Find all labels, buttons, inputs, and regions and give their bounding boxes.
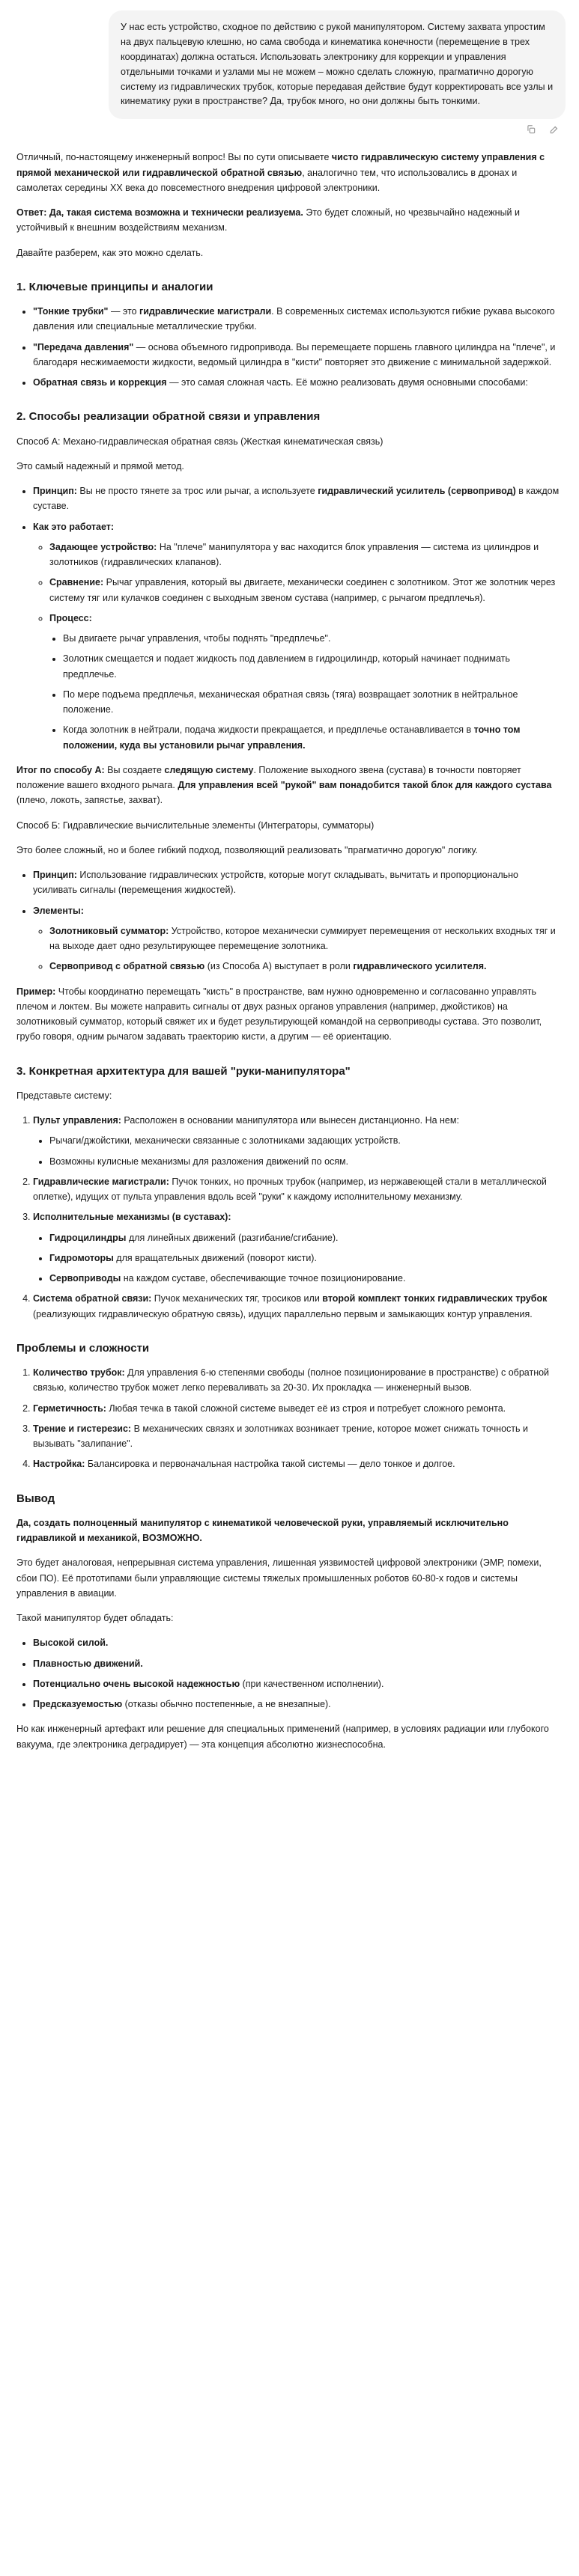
method-a-heading: Способ А: Механо-гидравлическая обратная связь (Жесткая кинематическая связь)	[16, 436, 384, 447]
method-b-elements-list	[33, 924, 561, 974]
method-b-lead: Это более сложный, но и более гибкий подход, позволяющий реализовать "прагматично дорогую" логику.	[16, 844, 478, 855]
list-item: • Плавностью движений.	[33, 1656, 561, 1671]
method-b-elements-label: Элементы:	[33, 905, 84, 916]
list-item: ◦ Сравнение: Рычаг управления, который вы двигаете, механически соединен с золотником. Этот же золотник через систему тяг или кулачков соединен с выходным звеном сустава (например, с рычагом предплечья).	[49, 575, 561, 605]
method-a-lead: Это самый надежный и прямой метод.	[16, 460, 184, 471]
list-item: 3. Трение и гистерезис: В механических связях и золотниках возникает трение, которое может снижать точность и вызывать "залипание".	[33, 1421, 561, 1452]
list-item: • Предсказуемостью (отказы обычно постепенные, а не внезапные).	[33, 1697, 561, 1712]
list-item: 2. Гидравлические магистрали: Пучок тонких, но прочных трубок (например, из нержавеющей стали в металлической оплетке), идущих от пульта управления вдоль всей "руки" к каждому исполнительному механизму.	[33, 1174, 561, 1205]
conclusion-p3: Такой манипулятор будет обладать:	[16, 1613, 174, 1624]
answer-paragraph: Ответ: Да, такая система возможна и технически реализуема. Это будет сложный, но чрезвычайно надежный и устойчивый к внешним воздействиям механизм.	[16, 207, 520, 234]
list-item: • "Передача давления" — основа объемного гидропривода. Вы перемещаете поршень главного цилиндра на "плече", и благодаря несжимаемости жидкости, ведомый цилиндра в "кисти" повторяет это движение с минимальной задержкой.	[33, 340, 561, 370]
user-message-bubble: У нас есть устройство, сходное по действию с рукой манипулятором. Систему захвата упростим на двух пальцевую клешню, но сама свобода и кинематика конечности (перемещение в трех координатах) должна остаться. Использовать электронику для коррекции и управления отдельными точками и узлами мы не можем – можно сделать сложную, прагматично дорогую систему из гидравлических трубок, которые передавая действие будут корректировать все узлы и кинематику руки в пространстве? Да, трубок много, но они должны быть тонкими.	[109, 10, 566, 119]
list-item: ◦ Золотниковый сумматор: Устройство, которое механически суммирует перемещения от нескольких входных тяг и на выходе дает одно результирующее перемещение золотника.	[49, 924, 561, 954]
list-item: 4. Настройка: Балансировка и первоначальная настройка такой системы — дело тонкое и долгое.	[33, 1456, 561, 1471]
lets-break-paragraph: Давайте разберем, как это можно сделать.	[16, 247, 204, 258]
list-item: • Золотник смещается и подает жидкость под давлением в гидроцилиндр, который начинает поднимать предплечье.	[63, 651, 561, 682]
list-item: • Вы двигаете рычаг управления, чтобы поднять "предплечье".	[63, 631, 561, 646]
list-item: 1. Количество трубок: Для управления 6-ю степенями свободы (полное позиционирование в пространстве) с обратной связью, количество трубок может легко переваливать за 20-30. Их прокладка — инженерный вызов.	[33, 1365, 561, 1396]
section-1-list	[16, 304, 561, 390]
assistant-message	[13, 150, 566, 1752]
edit-icon[interactable]	[548, 123, 560, 135]
list-item: • Принцип: Вы не просто тянете за трос или рычаг, а используете гидравлический усилитель (сервопривод) в каждом суставе.	[33, 483, 561, 514]
list-item: • Рычаги/джойстики, механически связанные с золотниками задающих устройств.	[49, 1133, 561, 1148]
sub-list	[33, 1133, 561, 1169]
section-3-lead: Представьте систему:	[16, 1090, 112, 1101]
conclusion-lead: Да, создать полноценный манипулятор с кинематикой человеческой руки, управляемый исключительно гидравликой и механикой, ВОЗМОЖНО.	[16, 1517, 509, 1544]
list-item: • Возможны кулисные механизмы для разложения движений по осям.	[49, 1154, 561, 1169]
section-2-title: 2. Способы реализации обратной связи и управления	[16, 410, 321, 424]
conclusion-p2: Это будет аналоговая, непрерывная система управления, лишенная уязвимостей цифровой электроники (ЭМР, помехи, сбои ПО). Её прототипами были управляющие системы тяжелых промышленных роботов 60-80-х годов и системы управления в авиации.	[16, 1557, 542, 1599]
list-item: • Обратная связь и коррекция — это самая сложная часть. Её можно реализовать двумя основными способами:	[33, 375, 561, 390]
copy-icon[interactable]	[525, 123, 536, 135]
conclusion-bullets	[16, 1635, 561, 1712]
method-a-result: Итог по способу А: Вы создаете следящую систему. Положение выходного звена (сустава) в точности повторяет положение вашего входного рычага. Для управления всей "рукой" вам понадобится такой блок для каждого сустава (плечо, локоть, запястье, захват).	[16, 764, 552, 806]
conclusion-final: Но как инженерный артефакт или решение для специальных применений (например, в условиях радиации или глубокого вакуума, где электроника деградирует) — эта концепция абсолютно жизнеспособна.	[16, 1724, 549, 1750]
method-b-heading: Способ Б: Гидравлические вычислительные элементы (Интеграторы, сумматоры)	[16, 820, 375, 831]
method-a-process-list	[46, 631, 561, 753]
list-item: • Принцип: Использование гидравлических устройств, которые могут складывать, вычитать и пропорционально усиливать сигналы (перемещения жидкостей).	[33, 867, 561, 898]
list-item: 3. Исполнительные механизмы (в суставах): • Гидроцилиндры для линейных движений (разгибание/сгибание). • Гидромоторы для вращательных движений (поворот кисти). • Сервоприводы на каждом суставе, обеспечивающие точное позиционирование.	[33, 1209, 561, 1286]
list-item: • По мере подъема предплечья, механическая обратная связь (тяга) возвращает золотник в нейтральное положение.	[63, 687, 561, 718]
list-item: • "Тонкие трубки" — это гидравлические магистрали. В современных системах используются гибкие рукава высокого давления или специальные металлические трубки.	[33, 304, 561, 335]
method-a-list	[16, 483, 561, 753]
section-1-title: 1. Ключевые принципы и аналогии	[16, 280, 213, 293]
list-item: 4. Система обратной связи: Пучок механических тяг, тросиков или второй комплект тонких гидравлических трубок (реализующих гидравлическую обратную связь), идущих параллельно первым и замыкающих контур управления.	[33, 1291, 561, 1322]
section-3-title: 3. Конкретная архитектура для вашей "руки-манипулятора"	[16, 1064, 351, 1078]
list-item: • Высокой силой.	[33, 1635, 561, 1650]
message-actions	[13, 123, 560, 135]
sub-list	[33, 1230, 561, 1287]
list-item: • Потенциально очень высокой надежностью (при качественном исполнении).	[33, 1676, 561, 1691]
list-item: • Когда золотник в нейтрали, подача жидкости прекращается, и предплечье останавливается в точно том положении, куда вы установили рычаг управления.	[63, 722, 561, 753]
list-item: • Сервоприводы на каждом суставе, обеспечивающие точное позиционирование.	[49, 1271, 561, 1286]
list-item: ◦ Задающее устройство: На "плече" манипулятора у вас находится блок управления — система из цилиндров и золотников (гидравлических клапанов).	[49, 540, 561, 570]
intro-paragraph: Отличный, по-настоящему инженерный вопрос! Вы по сути описываете чисто гидравлическую систему управления с прямой механической или гидравлической обратной связью, аналогично тем, что использовались в дронах и самолетах середины XX века до повсеместного внедрения цифровой электроники.	[16, 152, 545, 193]
list-item	[33, 519, 561, 753]
list-item: ◦ Сервопривод с обратной связью (из Способа А) выступает в роли гидравлического усилителя.	[49, 959, 561, 974]
problems-list	[16, 1365, 561, 1472]
method-b-example: Пример: Чтобы координатно перемещать "кисть" в пространстве, вам нужно одновременно и согласованно управлять плечом и локтем. Вы можете направить сигналы от двух разных органов управления (например, джойстиков) на золотниковый сумматор, который свяжет их и будет результирующей командой на сервоприводы сустава. Это позволит, грубо говоря, одним рычагом задавать траекторию кисти, а другим — её ориентацию.	[16, 986, 542, 1043]
list-item: 1. Пульт управления: Расположен в основании манипулятора или вынесен дистанционно. На нем: • Рычаги/джойстики, механически связанные с золотниками задающих устройств. • Возможны кулисные механизмы для разложения движений по осям.	[33, 1113, 561, 1169]
list-item	[33, 903, 561, 974]
method-b-list	[16, 867, 561, 974]
section-3-list	[16, 1113, 561, 1322]
method-a-sublist	[33, 540, 561, 626]
list-item: • Гидромоторы для вращательных движений (поворот кисти).	[49, 1251, 561, 1266]
user-message-row	[13, 10, 566, 119]
method-a-how-label: Как это работает:	[33, 521, 115, 532]
conclusion-title: Вывод	[16, 1492, 55, 1505]
list-item: • Гидроцилиндры для линейных движений (разгибание/сгибание).	[49, 1230, 561, 1245]
list-item: 2. Герметичность: Любая течка в такой сложной системе выведет её из строя и потребует сложного ремонта.	[33, 1401, 561, 1416]
list-item: ◦ Процесс:	[49, 611, 561, 626]
problems-title: Проблемы и сложности	[16, 1341, 150, 1355]
